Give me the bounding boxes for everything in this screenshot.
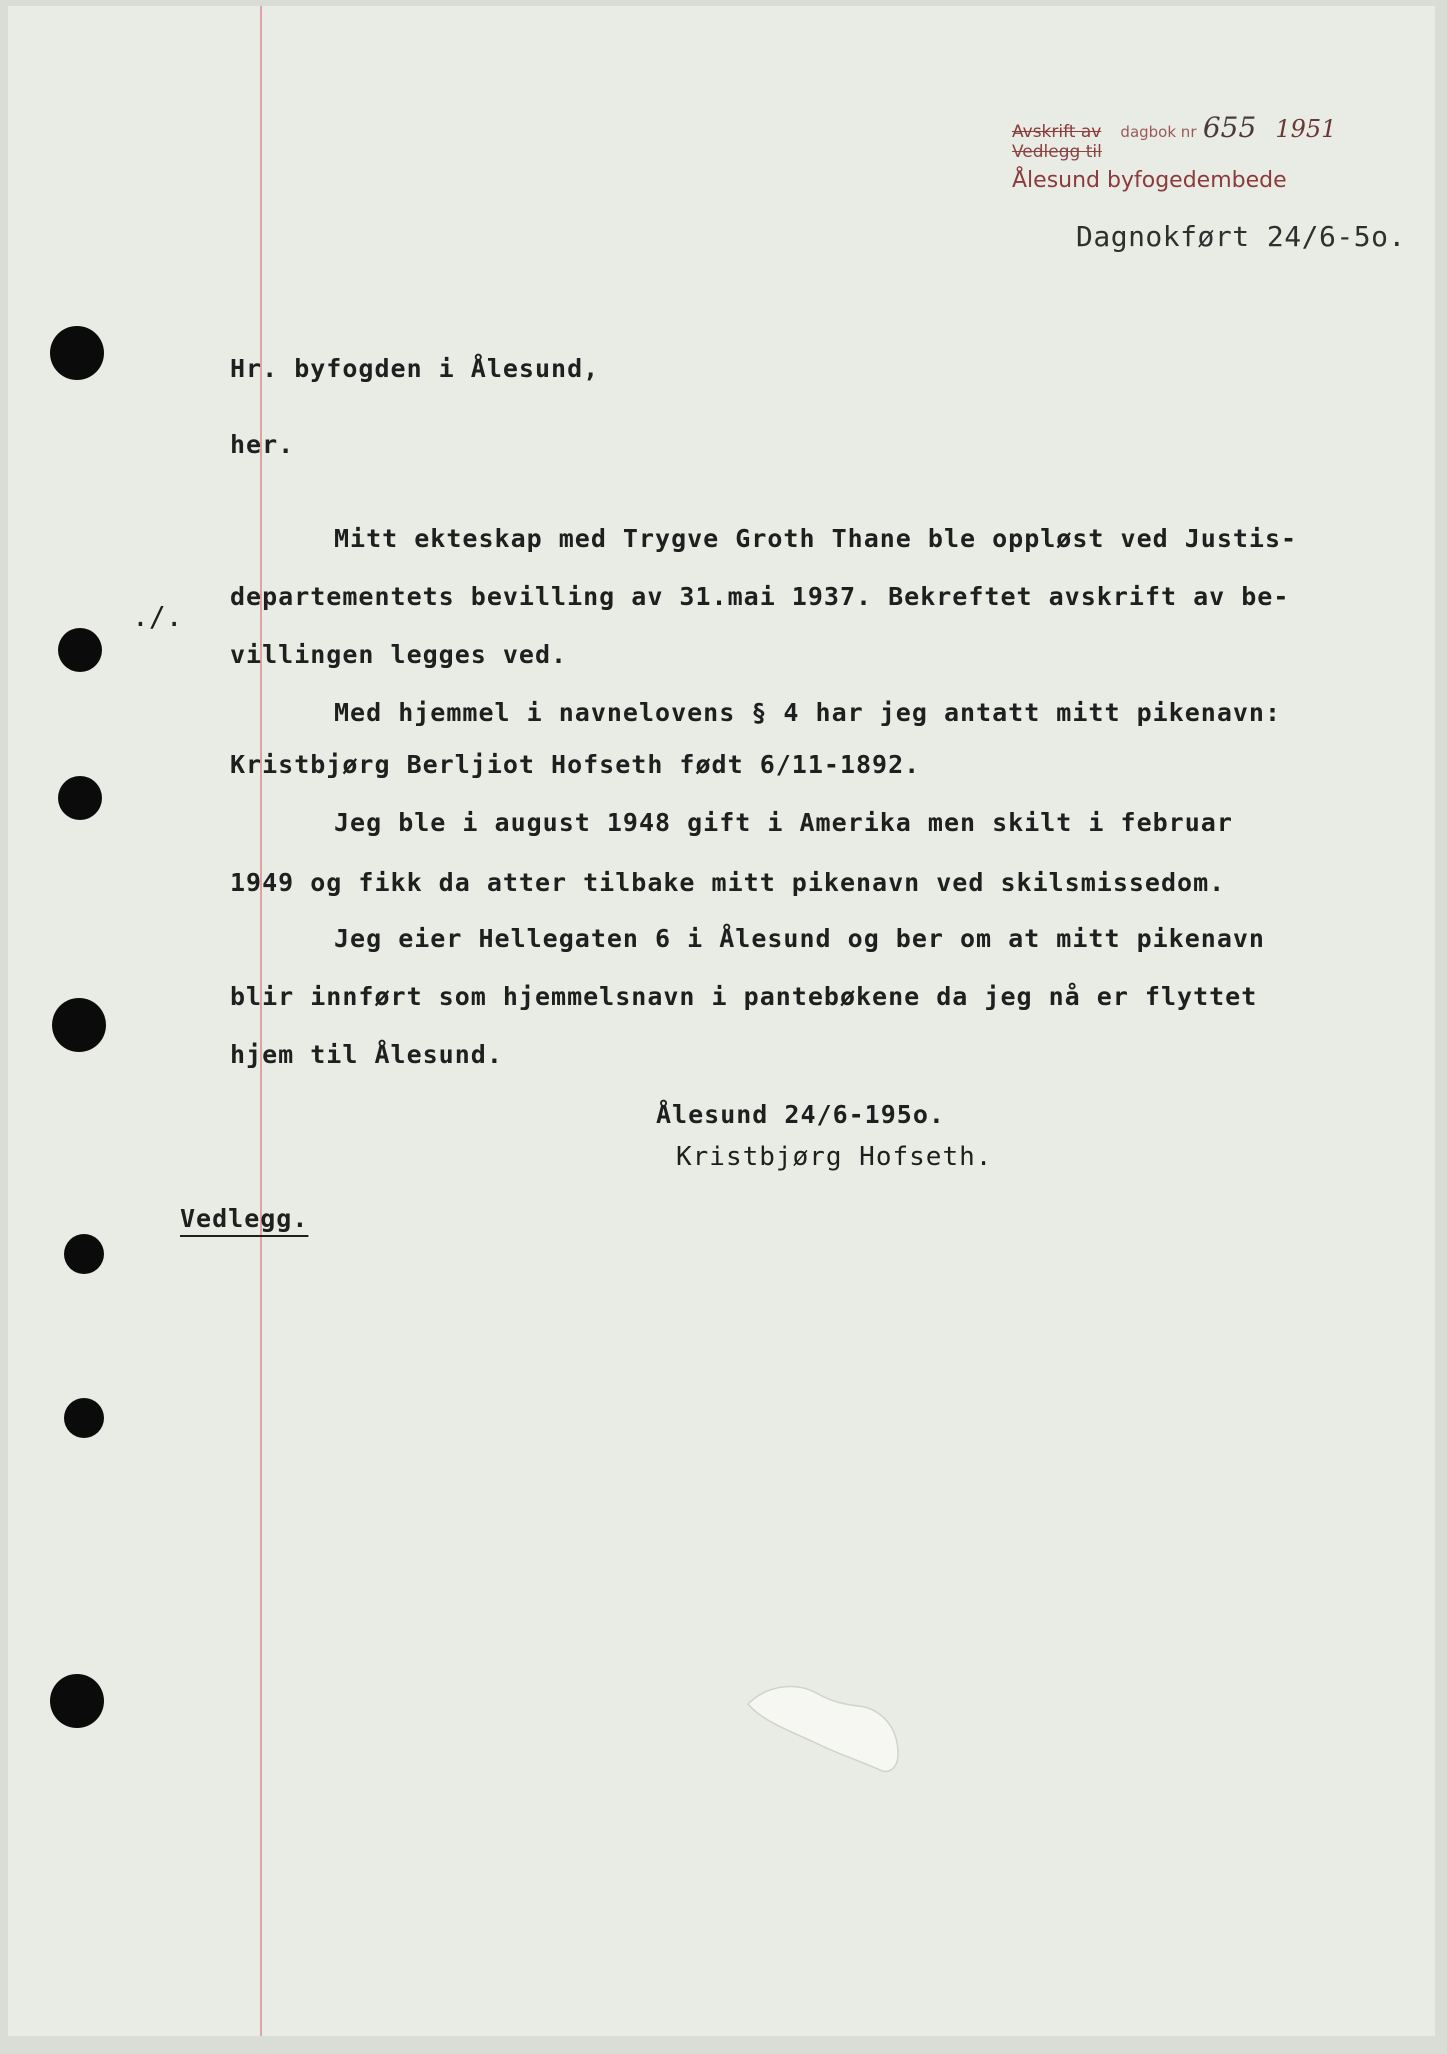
stamp-number: 655 (1202, 111, 1257, 144)
stamp-line-1 (1012, 111, 1337, 144)
paragraph-3-line-2: 1949 og fikk da atter tilbake mitt pikenavn ved skilsmissedom. (230, 868, 1226, 897)
paragraph-4-line-3: hjem til Ålesund. (230, 1040, 503, 1069)
stamp-vedlegg: Vedlegg til (1012, 142, 1102, 162)
place-date: Ålesund 24/6-195o. (656, 1100, 945, 1129)
paragraph-1-line-1: Mitt ekteskap med Trygve Groth Thane ble oppløst ved Justis- (334, 524, 1298, 553)
punch-hole (50, 1674, 104, 1728)
punch-hole (50, 326, 104, 380)
paragraph-2-line-2: Kristbjørg Berljiot Hofseth født 6/11-1892. (230, 750, 921, 779)
stamp-year: 1951 (1275, 115, 1337, 143)
stamp-office: Ålesund byfogedembede (1012, 168, 1287, 193)
paragraph-3-line-1: Jeg ble i august 1948 gift i Amerika men skilt i februar (334, 808, 1233, 837)
dagbok-entry: Dagnokført 24/6-5o. (1076, 220, 1406, 253)
enclosure-label: Vedlegg. (180, 1204, 309, 1233)
punch-hole (58, 776, 102, 820)
stamp-avskrift: Avskrift av (1012, 122, 1102, 142)
paragraph-1-line-2: departementets bevilling av 31.mai 1937. Bekreftet avskrift av be- (230, 582, 1290, 611)
paragraph-2-line-1: Med hjemmel i navnelovens § 4 har jeg antatt mitt pikenavn: (334, 698, 1282, 727)
signature: Kristbjørg Hofseth. (676, 1142, 993, 1172)
punch-hole (58, 628, 102, 672)
paragraph-4-line-2: blir innført som hjemmelsnavn i pantebøkene da jeg nå er flyttet (230, 982, 1258, 1011)
addressee-line-1: Hr. byfogden i Ålesund, (230, 354, 600, 383)
stamp-dagbok-label: dagbok nr (1120, 123, 1197, 141)
punch-hole (52, 998, 106, 1052)
margin-rule (260, 6, 262, 2036)
enclosure-margin-mark: ./. (132, 600, 183, 633)
punch-hole (64, 1398, 104, 1438)
paragraph-1-line-3: villingen legges ved. (230, 640, 568, 669)
paragraph-4-line-1: Jeg eier Hellegaten 6 i Ålesund og ber om at mitt pikenavn (334, 924, 1265, 953)
paper-damage-flake (738, 1674, 908, 1784)
addressee-line-2: her. (230, 430, 295, 459)
registry-stamp (1012, 111, 1337, 193)
document-page (8, 6, 1435, 2036)
punch-hole (64, 1234, 104, 1274)
